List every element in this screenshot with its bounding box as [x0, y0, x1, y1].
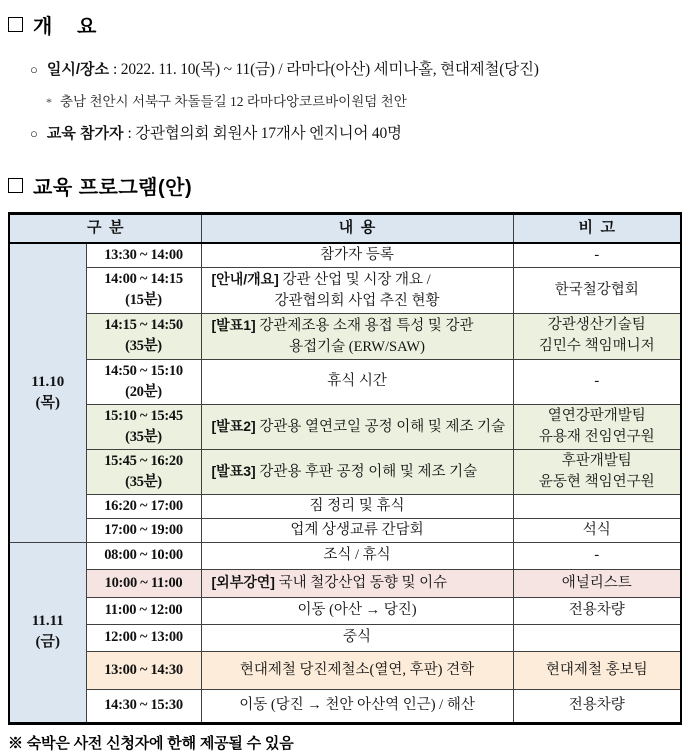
content-cell: 이동 (당진 → 천안 아산역 인근) / 해산: [201, 689, 513, 723]
remark-cell: 전용차량: [513, 597, 681, 624]
remark-cell: [513, 494, 681, 518]
time-cell: 10:00 ~ 11:00: [86, 569, 201, 597]
table-row: [9, 624, 681, 651]
remark-cell: 후판개발팀 윤동현 책임연구원: [513, 449, 681, 494]
time-cell: 14:30 ~ 15:30: [86, 689, 201, 723]
date-cell: 11.11 (금): [9, 542, 86, 723]
time-cell: 14:00 ~ 14:15 (15분): [86, 267, 201, 313]
remark-cell: 한국철강협회: [513, 267, 681, 313]
program-title: 교육 프로그램(안): [33, 177, 193, 199]
remark-cell: 강관생산기술팀 김민수 책임매니저: [513, 313, 681, 359]
time-cell: 11:00 ~ 12:00: [86, 597, 201, 624]
content-cell: [발표3] 강관용 후판 공정 이해 및 제조 기술: [201, 449, 513, 494]
table-header-row: [9, 214, 681, 243]
footer-note: ※ 숙박은 사전 신청자에 한해 제공될 수 있음: [8, 734, 294, 752]
content-cell: 짐 정리 및 휴식: [201, 494, 513, 518]
table-row: [9, 267, 681, 313]
time-cell: 13:30 ~ 14:00: [86, 243, 201, 268]
table-row: [9, 359, 681, 404]
asterisk-marker: *: [46, 95, 52, 109]
content-cell: 현대제철 당진제철소(열연, 후판) 견학: [201, 651, 513, 689]
remark-cell: 석식: [513, 518, 681, 542]
table-row: [9, 569, 681, 597]
time-cell: 12:00 ~ 13:00: [86, 624, 201, 651]
table-row: [9, 313, 681, 359]
content-cell: [발표2] 강관용 열연코일 공정 이해 및 제조 기술: [201, 404, 513, 449]
remark-cell: -: [513, 359, 681, 404]
remark-cell: -: [513, 243, 681, 268]
time-cell: 17:00 ~ 19:00: [86, 518, 201, 542]
content-cell: 참가자 등록: [201, 243, 513, 268]
square-bullet-icon: [8, 17, 23, 32]
circle-bullet-icon: ○: [30, 126, 38, 141]
datetime-value: : 2022. 11. 10(목) ~ 11(금) / 라마다(아산) 세미나홀, 현대제철(당진): [113, 61, 539, 78]
overview-address-note: [46, 90, 680, 110]
program-heading: [8, 171, 680, 200]
address-text: 충남 천안시 서북구 차돌들길 12 라마다앙코르바이원덤 천안: [60, 94, 407, 109]
remark-cell: 열연강판개발팀 유용재 전임연구원: [513, 404, 681, 449]
time-cell: 14:15 ~ 14:50 (35분): [86, 313, 201, 359]
remark-cell: 애널리스트: [513, 569, 681, 597]
content-cell: [외부강연] 국내 철강산업 동향 및 이슈: [201, 569, 513, 597]
content-cell: 이동 (아산 → 당진): [201, 597, 513, 624]
time-cell: 16:20 ~ 17:00: [86, 494, 201, 518]
overview-heading: [8, 10, 680, 39]
time-cell: 15:45 ~ 16:20 (35분): [86, 449, 201, 494]
time-cell: 13:00 ~ 14:30: [86, 651, 201, 689]
remark-cell: 현대제철 홍보팀: [513, 651, 681, 689]
overview-title: 개 요: [33, 16, 97, 38]
table-row: [9, 651, 681, 689]
table-row: [9, 542, 681, 569]
table-row: [9, 689, 681, 723]
square-bullet-icon: [8, 178, 23, 193]
content-cell: 휴식 시간: [201, 359, 513, 404]
datetime-label: 일시/장소: [46, 61, 109, 78]
content-cell: 조식 / 휴식: [201, 542, 513, 569]
circle-bullet-icon: ○: [30, 62, 38, 77]
column-header-content: 내 용: [201, 214, 513, 243]
column-header-category: 구 분: [9, 214, 201, 243]
table-row: [9, 597, 681, 624]
table-row: [9, 404, 681, 449]
content-cell: 업계 상생교류 간담회: [201, 518, 513, 542]
program-table: [8, 212, 682, 725]
remark-cell: [513, 624, 681, 651]
content-cell: 중식: [201, 624, 513, 651]
remark-cell: 전용차량: [513, 689, 681, 723]
time-cell: 08:00 ~ 10:00: [86, 542, 201, 569]
table-row: [9, 518, 681, 542]
table-row: [9, 494, 681, 518]
overview-item-participants: [30, 121, 680, 143]
time-cell: 15:10 ~ 15:45 (35분): [86, 404, 201, 449]
content-cell: [안내/개요] 강관 산업 및 시장 개요 / 강관협의회 사업 추진 현황: [201, 267, 513, 313]
participants-label: 교육 참가자: [46, 125, 124, 142]
content-cell: [발표1] 강관제조용 소재 용접 특성 및 강관 용접기술 (ERW/SAW): [201, 313, 513, 359]
overview-item-datetime: [30, 57, 680, 79]
participants-value: : 강관협의회 회원사 17개사 엔지니어 40명: [127, 125, 402, 142]
time-cell: 14:50 ~ 15:10 (20분): [86, 359, 201, 404]
date-cell: 11.10 (목): [9, 243, 86, 543]
table-row: [9, 449, 681, 494]
table-row: [9, 243, 681, 268]
column-header-remark: 비 고: [513, 214, 681, 243]
remark-cell: -: [513, 542, 681, 569]
